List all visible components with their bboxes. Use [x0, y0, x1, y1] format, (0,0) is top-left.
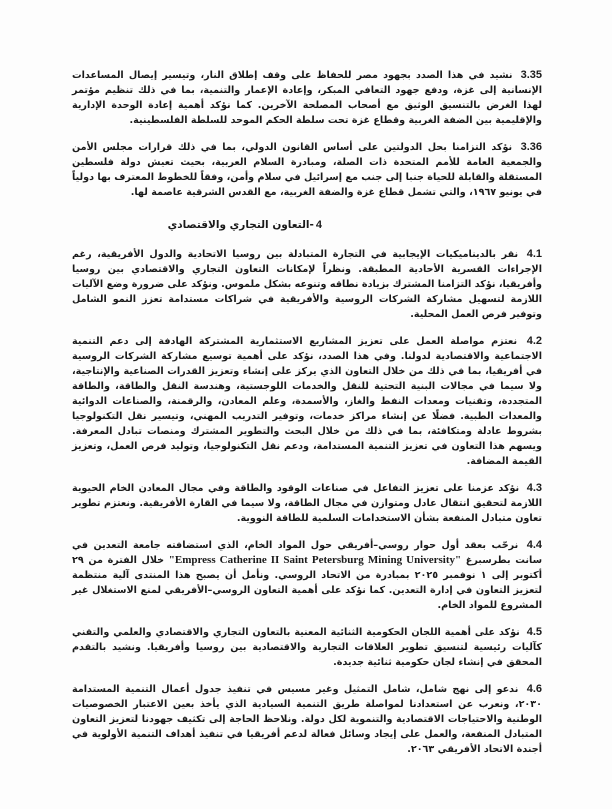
paragraph-text: نشيد في هذا الصدد بجهود مصر للحفاظ على وقف إطلاق النار، وتيسير إيصال المساعدات الإنسانية إلى غزة، ودفع جهود التعافي المبكر، وإعادة الإعمار والتنمية، بما في ذلك تنظيم مؤتمر لهذا الغرض بالتنسيق الوثيق مع أصحاب المصلحة الآخرين. كما نؤكد أهمية إعادة الوحدة الإدارية والإقليمية بين الضفة الغربية وقطاع غزة تحت سلطة الحكم الموحد للسلطة الفلسطينية.	[72, 70, 542, 126]
paragraph-number: 4.5	[526, 626, 542, 638]
paragraph-number: 4.6	[526, 683, 543, 695]
paragraph-4-4	[72, 538, 542, 613]
paragraph-number: 3.36	[520, 141, 542, 153]
paragraph-number: 3.35	[520, 69, 542, 81]
paragraph-text: نؤكد التزامنا بحل الدولتين على أساس القانون الدولي، بما في ذلك قرارات مجلس الأمن والجمعية العامة للأمم المتحدة ذات الصلة، ومبادرة السلام العربية، بحيث تعيش دولة فلسطين المستقلة والقابلة للحياة جنبا إلى جنب مع إسرائيل في سلام وأمن، وفقاً للخطوط المعترف بها دولياً في يونيو ١٩٦٧، والتي تشمل قطاع غزة والضفة الغربية، مع القدس الشرقية عاصمة لها.	[72, 142, 542, 198]
paragraph-text: نؤكد على أهمية اللجان الحكومية الثنائية المعنية بالتعاون التجاري والاقتصادي والعلمي والتقني كآليات رئيسية لتنسيق تطوير العلاقات التجارية والاقتصادية بين روسيا وأفريقيا. ونشيد بالتقدم المحقق في إنشاء لجان حكومية ثنائية جديدة.	[72, 627, 542, 668]
paragraph-number: 4.1	[526, 248, 543, 260]
paragraph-number: 4.2	[526, 335, 543, 347]
paragraph-4-3	[72, 481, 542, 526]
section-heading	[72, 218, 542, 233]
paragraph-4-2	[72, 334, 542, 469]
paragraph-text: ندعو إلى نهج شامل، شامل التمثيل وغير مسيس في تنفيذ جدول أعمال التنمية المستدامة ٢٠٣٠، ونعرب عن استعدادنا لمواصلة طريق التنمية السيادية الذي يأخذ بعين الاعتبار الخصوصيات الوطنية والاحتياجات الاقتصادية والتنموية لكل دولة. ونلاحظ الحاجة إلى تكثيف جهودنا لتعزيز التعاون المتبادل المنفعة، والعمل على إيجاد وسائل فعالة لدعم أفريقيا في تنفيذ أهداف التنمية الأولوية في أجندة الاتحاد الأفريقي ٢٠٦٣.	[72, 684, 542, 755]
paragraph-text-after: خلال الفترة من ٢٩ أكتوبر إلى ١ نوفمبر ٢٠٢٥ بمبادرة من الاتحاد الروسي. ونأمل أن يصبح هذا المنتدى آلية منتظمة لتعزيز التعاون في إدارة التعدين. كما نؤكد على أهمية التعاون الروسي–الأفريقي لمنع الاستغلال غير المشروع للمواد الخام.	[72, 555, 542, 611]
paragraph-text-before: نرحّب بعقد أول حوار روسي–أفريقي حول المواد الخام، الذي استضافته جامعة التعدين في سانت بطرسبرغ	[72, 540, 543, 566]
paragraph-number: 4.3	[526, 482, 542, 494]
paragraph-4-6	[72, 682, 542, 757]
paragraph-text: نقر بالديناميكيات الإيجابية في التجارة المتبادلة بين روسيا الاتحادية والدول الأفريقية، رغم الإجراءات القسرية الأحادية المطبقة. ونظراً لإمكانات التعاون التجاري والاقتصادي بين روسيا وأفريقيا، نؤكد التزامنا المشترك بزيادة نطاقه وتنوعه بشكل ملموس. ونؤكد على ضرورة وضع الآليات اللازمة لتسهيل مشاركة الشركات الروسية والأفريقية في شراكات مستدامة تعزز النمو الشامل وتوفير فرص العمل المحلية.	[72, 249, 542, 320]
paragraph-3-35	[72, 68, 542, 128]
paragraph-4-1	[72, 247, 542, 322]
university-name: "Empress Catherine II Saint Petersburg Mining University"	[168, 554, 462, 566]
paragraph-4-5	[72, 625, 542, 670]
paragraph-3-36	[72, 140, 542, 200]
paragraph-text: نعتزم مواصلة العمل على تعزيز المشاريع الاستثمارية المشتركة الهادفة إلى دعم التنمية الاجتماعية والاقتصادية لدولنا. وفي هذا الصدد، نؤكد على أهمية توسيع مشاركة الشركات الروسية في أفريقيا، بما في ذلك من خلال التعاون الذي يركز على إنشاء وتعزيز القدرات الصناعية والإنتاجية، ولا سيما في مجالات البنية التحتية للنقل والخدمات اللوجستية، وهندسة النقل والطاقة، والطاقة المتجددة، وتقنيات ومعدات النفط والغاز، والأسمدة، وعلم المعادن، والرقمنة، والصناعات الدوائية والمعدات الطبية. فضلًا عن إنشاء مراكز خدمات، وتوفير التدريب المهني، وتيسير نقل التكنولوجيا بشروط عادلة ومتكافئة، بما في ذلك من خلال البحث والتطوير المشترك ومنصات تبادل المعرفة. ويسهم هذا التعاون في تعزيز التنمية المستدامة، ودعم نقل التكنولوجيا، وتوليد فرص العمل، وتعزيز القيمة المضافة.	[72, 336, 542, 467]
section-number: 4	[315, 219, 322, 231]
section-title: -التعاون التجاري والاقتصادي	[167, 219, 314, 231]
paragraph-text: نؤكد عزمنا على تعزيز التفاعل في صناعات الوقود والطاقة وفي مجال المعادن الخام الحيوية اللازمة لتحقيق انتقال عادل ومتوازن في مجال الطاقة، ولا سيما في القارة الأفريقية. ونعتزم تطوير تعاون متبادل المنفعة بشأن الاستخدامات السلمية للطاقة النووية.	[72, 483, 542, 524]
paragraph-number: 4.4	[526, 539, 542, 551]
